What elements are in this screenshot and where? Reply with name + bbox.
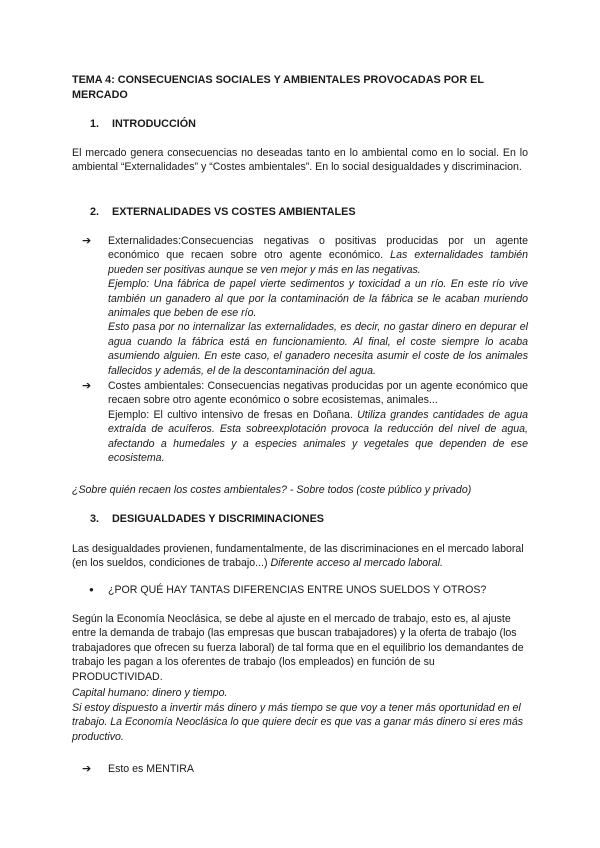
mentira-line: Esto es MENTIRA xyxy=(108,763,194,775)
section-heading-desigualdades xyxy=(90,512,546,526)
costes-example-label: Ejemplo: El cultivo intensivo de fresas en Doñana. xyxy=(108,408,358,421)
arrow-bullet-icon: ➔ xyxy=(82,235,92,247)
desigualdades-note: Diferente acceso al mercado laboral. xyxy=(270,557,443,570)
section-title: EXTERNALIDADES VS COSTES AMBIENTALES xyxy=(112,206,356,218)
neoclasica-quote: Si estoy dispuesto a invertir más dinero y más tiempo se que voy a tener más oportunidad en el trabajo. La Economía Neoclásica lo que quiere decir es que vas a ganar más dinero si eres más productivo. xyxy=(72,702,524,743)
costes-example xyxy=(108,408,528,466)
section-number: 2. xyxy=(90,206,100,218)
section-heading-introduccion xyxy=(90,117,546,131)
intro-paragraph: El mercado genera consecuencias no deseadas tanto en lo ambiental como en lo social. En lo ambiental “Externalidades” y “Costes ambientales”. En lo social desigualdades y discriminacion. xyxy=(72,147,528,174)
externalidades-example: Ejemplo: Una fábrica de papel vierte sedimentos y toxicidad a un río. En este río vive también un ganadero al que por la contaminación de la fábrica se le acaban muriendo animales que beben de ese río. xyxy=(108,278,528,320)
externalidades-definition xyxy=(108,234,528,277)
section-title: DESIGUALDADES Y DISCRIMINACIONES xyxy=(112,513,324,525)
document-title: TEMA 4: CONSECUENCIAS SOCIALES Y AMBIENTALES PROVOCADAS POR EL MERCADO xyxy=(72,74,484,101)
desigualdades-text: Las desigualdades provienen, fundamentalmente, de las discriminaciones en el mercado laboral (en los sueldos, condiciones de trabajo...) xyxy=(72,543,524,570)
bullet-dot-icon: ● xyxy=(89,585,94,594)
externalidades-text: Externalidades:Consecuencias negativas o positivas producidas por un agente económico que recaen sobre otro agente económico. xyxy=(108,235,528,262)
costes-ambientales-item xyxy=(108,379,528,465)
section-number: 3. xyxy=(90,513,100,525)
costes-question: ¿Sobre quién recaen los costes ambientales? - Sobre todos (coste público y privado) xyxy=(72,484,472,496)
costes-example-detail: Utiliza grandes cantidades de agua extraída de acuíferos. Esta sobreexplotación provoca la reducción del nivel de agua, afectando a humedales y a especies animales y vegetales que dependen de ese ecosistema. xyxy=(108,408,528,465)
capital-humano-line: Capital humano: dinero y tiempo. xyxy=(72,687,228,699)
arrow-bullet-icon: ➔ xyxy=(82,380,92,392)
externalidades-note: Las externalidades también pueden ser positivas aunque se ven mejor y más en las negativas. xyxy=(108,249,529,276)
section-heading-externalidades xyxy=(90,205,546,219)
section-title: INTRODUCCIÓN xyxy=(112,118,196,130)
costes-definition: Costes ambientales: Consecuencias negativas producidas por un agente económico que recaen sobre otro agente económico o sobre ecosistemas, animales... xyxy=(108,380,528,407)
question-text: ¿POR QUÉ HAY TANTAS DIFERENCIAS ENTRE UNOS SUELDOS Y OTROS? xyxy=(108,584,487,596)
externalidades-explanation: Esto pasa por no internalizar las externalidades, es decir, no gastar dinero en depurar el agua cuando la fábrica está en funcionamiento. Al final, el coste siempre lo acaba asumiendo alguien. En este caso, el ganadero necesita asumir el coste de los animales fallecidos y además, el de la descontaminación del agua. xyxy=(108,321,528,377)
arrow-bullet-icon: ➔ xyxy=(82,763,92,775)
externalidades-item xyxy=(108,234,528,378)
neoclasica-paragraph: Según la Economía Neoclásica, se debe al ajuste en el mercado de trabajo, esto es, al ajuste entre la demanda de trabajo (las empresas que buscan trabajadores) y la oferta de trabajo (los trabajadores que ofrecen su fuerza laboral) de tal forma que en el equilibrio los demandantes de trabajo les pagan a los oferentes de trabajo (los empleados) en función de su PRODUCTIVIDAD. xyxy=(72,613,524,683)
desigualdades-intro xyxy=(72,542,528,571)
section-number: 1. xyxy=(90,118,100,130)
